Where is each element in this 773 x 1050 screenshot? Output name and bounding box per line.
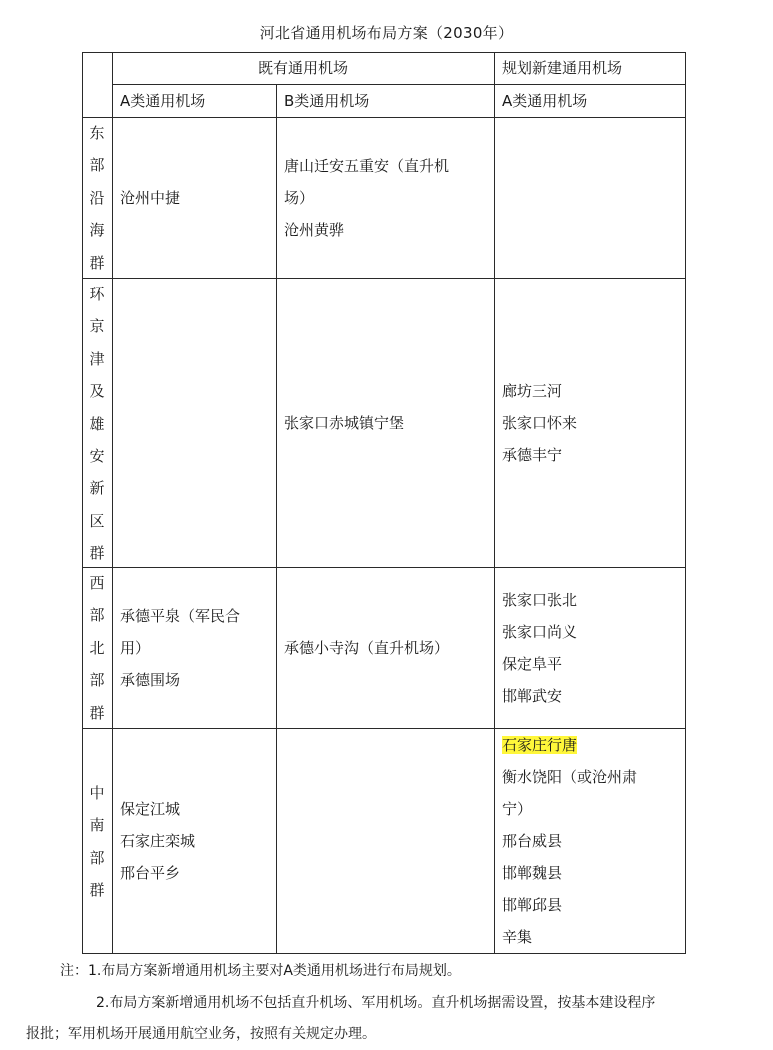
list-item: 邯郸魏县 [502,864,563,882]
a-b-column-rule [276,84,277,954]
list-item: 张家口赤城镇宁堡 [284,414,405,432]
header-existing-airports: 既有通用机场 [257,59,348,77]
header-a-class-existing: A类通用机场 [120,92,206,110]
list-item: 张家口张北 [502,591,578,609]
region-beijing-tianjin-xiongan: 环 京 津 及 雄 安 新 区 群 [89,285,105,563]
table-border-right [685,52,686,954]
list-item [502,729,577,761]
row-divider-2 [82,567,686,568]
list-item: 宁） [502,800,533,818]
list-item: 承德围场 [120,671,181,689]
region-central-south: 中 南 部 群 [89,784,105,900]
list-item: 邢台平乡 [120,864,181,882]
list-item: 衡水饶阳（或沧州肃 [502,768,638,786]
list-item: 邢台威县 [502,832,563,850]
list-item: 张家口尚义 [502,623,578,641]
note-line-3: 报批；军用机场开展通用航空业务，按照有关规定办理。 [26,1026,376,1042]
list-item: 沧州黄骅 [284,221,345,239]
list-item: 邯郸武安 [502,687,563,705]
table-border-bottom [82,953,686,954]
header-a-class-planned: A类通用机场 [502,92,588,110]
list-item: 场） [284,189,315,207]
region-west-north: 西 部 北 部 群 [89,574,105,722]
list-item: 邯郸邱县 [502,896,563,914]
existing-planned-column-rule [494,52,495,954]
region-east-coastal: 东 部 沿 海 群 [89,124,105,272]
list-item: 承德丰宁 [502,446,563,464]
row-divider-1 [82,278,686,279]
row-divider-3 [82,728,686,729]
header-b-class-existing: B类通用机场 [284,92,370,110]
list-item: 用） [120,639,151,657]
airport-layout-table [82,52,686,954]
table-title: 河北省通用机场布局方案（2030年） [259,24,514,42]
list-item: 石家庄栾城 [120,832,196,850]
header-planned-airports: 规划新建通用机场 [502,59,623,77]
list-item: 保定阜平 [502,655,563,673]
list-item: 辛集 [502,928,533,946]
region-column-rule [112,52,113,954]
list-item: 廊坊三河 [502,382,563,400]
list-item: 沧州中捷 [120,189,181,207]
note-line-2: 2.布局方案新增通用机场不包括直升机场、军用机场。直升机场据需设置，按基本建设程序 [96,995,656,1011]
header-bottom-rule [82,117,686,118]
list-item: 保定江城 [120,800,181,818]
note-line-1: 注：1.布局方案新增通用机场主要对A类通用机场进行布局规划。 [60,963,461,979]
list-item: 承德平泉（军民合 [120,607,241,625]
list-item: 张家口怀来 [502,414,578,432]
list-item: 承德小寺沟（直升机场） [284,639,450,657]
list-item: 唐山迁安五重安（直升机 [284,157,450,175]
highlighted-airport: 石家庄行唐 [502,736,578,754]
